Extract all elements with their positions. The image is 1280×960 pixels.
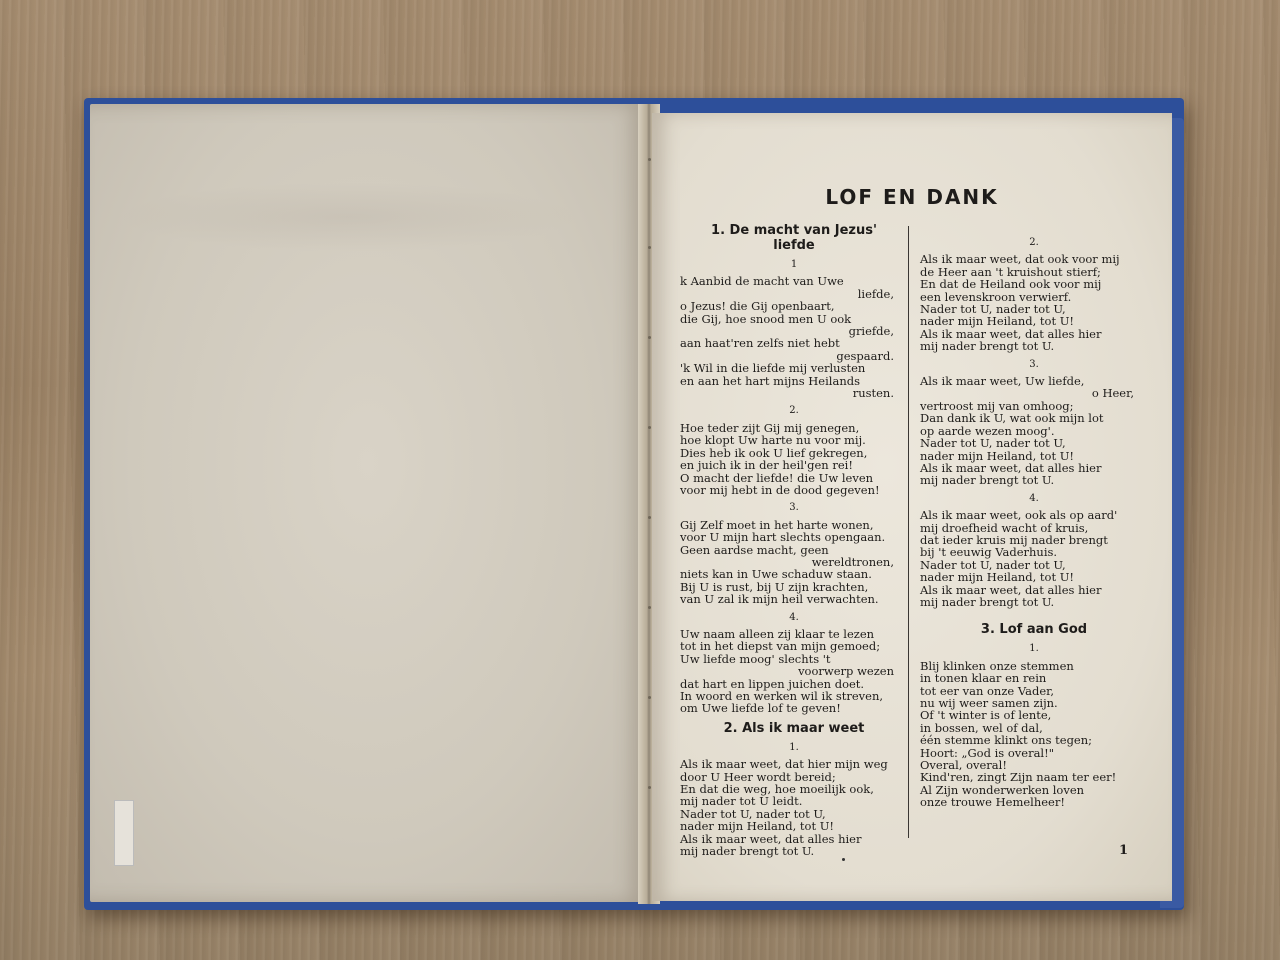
verse-line: nu wij weer samen zijn. — [920, 696, 1058, 710]
verse-line: dat ieder kruis mij nader brengt — [920, 532, 1108, 547]
verse-line: de Heer aan 't kruishout stierf; — [920, 264, 1101, 279]
verse-number: 2. — [1029, 237, 1039, 248]
verse-line: op aarde wezen moog'. — [920, 423, 1055, 438]
verse-line: Nader tot U, nader tot U, — [680, 806, 826, 821]
verse-line: nader mijn Heiland, tot U! — [680, 819, 835, 834]
verse-line: o Heer, — [1091, 386, 1134, 401]
verse-line: van U zal ik mijn heil verwachten. — [680, 592, 879, 607]
verse-line: o Jezus! die Gij openbaart, — [680, 299, 835, 314]
verse-line: mij nader brengt tot U. — [920, 594, 1055, 609]
verse-line: en juich ik in der heil'gen rei! — [680, 458, 853, 473]
verse-line: Hoort: „God is overal!" — [920, 745, 1055, 760]
verse-line: hoe klopt Uw harte nu voor mij. — [680, 433, 866, 448]
page-number: 1 — [1118, 843, 1128, 858]
hymn-2-title: 2. Als ik maar weet — [723, 720, 865, 736]
verse-line: k Aanbid de macht van Uwe — [680, 274, 844, 289]
binding-stitch — [648, 336, 651, 339]
verse-line: Als ik maar weet, dat alles hier — [920, 326, 1102, 341]
hymn-2-verses-rest — [920, 237, 1148, 608]
verse-number: 4. — [1029, 492, 1039, 504]
page-content — [652, 113, 1172, 901]
verse-line: mij nader brengt tot U. — [680, 844, 815, 859]
hymn-3-verses — [920, 643, 1148, 808]
verse-line: bij 't eeuwig Vaderhuis. — [920, 545, 1058, 560]
verse-number: 3. — [789, 502, 799, 514]
verse-line: rusten. — [852, 386, 894, 401]
verse-line: dat hart en lippen juichen doet. — [680, 676, 865, 691]
binding-stitch — [648, 246, 651, 249]
verse-line: Uw liefde moog' slechts 't — [680, 651, 831, 666]
binding-stitch — [648, 696, 651, 699]
verse-line: En dat de Heiland ook voor mij — [920, 277, 1102, 292]
verse-line: nader mijn Heiland, tot U! — [920, 448, 1075, 463]
hymn-2-verses-first — [680, 742, 908, 858]
hymn-1-title-line1: 1. De macht van Jezus' — [711, 223, 877, 238]
binding-stitch — [648, 158, 651, 161]
verse-line: Blij klinken onze stemmen — [920, 658, 1074, 673]
column-divider — [908, 226, 909, 838]
verse-line: vertroost mij van omhoog; — [920, 398, 1074, 413]
verse-line: door U Heer wordt bereid; — [680, 769, 836, 784]
verse-number: 3. — [1029, 358, 1039, 370]
verse-line: wereldtronen, — [811, 554, 894, 569]
verse-line: Nader tot U, nader tot U, — [920, 302, 1066, 317]
verse-line: Als ik maar weet, Uw liefde, — [920, 374, 1085, 389]
verse-line: mij nader brengt tot U. — [920, 473, 1055, 488]
verse-line: Uw naam alleen zij klaar te lezen — [680, 626, 875, 641]
verse-number: 1. — [1029, 643, 1039, 655]
verse-line: Als ik maar weet, dat alles hier — [680, 831, 862, 846]
verse-line: 'k Wil in die liefde mij verlusten — [680, 361, 866, 376]
verse-line: tot in het diepst van mijn gemoed; — [680, 639, 881, 654]
library-label — [114, 800, 134, 866]
verse-line: voor U mijn hart slechts opengaan. — [680, 530, 886, 545]
verse-line: om Uwe liefde lof te geven! — [680, 701, 841, 716]
verse-line: onze trouwe Hemelheer! — [920, 795, 1065, 810]
binding-stitch — [648, 606, 651, 609]
verse-line: voorwerp wezen — [798, 664, 894, 679]
verse-line: Of 't winter is of lente, — [920, 708, 1052, 723]
verse-line: Dies heb ik ook U lief gekregen, — [680, 445, 868, 460]
verse-line: tot eer van onze Vader, — [920, 683, 1055, 698]
verse-line: Overal, overal! — [920, 758, 1007, 773]
binding-stitch — [648, 786, 651, 789]
verse-line: Als ik maar weet, dat ook voor mij — [920, 252, 1120, 267]
left-blank-page — [90, 104, 646, 902]
verse-line: Als ik maar weet, dat alles hier — [920, 460, 1102, 475]
verse-line: aan haat'ren zelfs niet hebt — [680, 336, 840, 351]
section-title: LOF EN DANK — [825, 185, 999, 209]
page-stain — [118, 182, 578, 252]
hymn-1-verses — [680, 259, 908, 715]
verse-number: 4. — [789, 611, 799, 623]
verse-line: die Gij, hoe snood men U ook — [680, 311, 852, 326]
hymn-3-title: 3. Lof aan God — [980, 622, 1088, 638]
verse-line: Dan dank ik U, wat ook mijn lot — [920, 411, 1104, 426]
print-mark — [842, 858, 845, 861]
right-column — [920, 231, 1148, 809]
verse-line: Nader tot U, nader tot U, — [920, 557, 1066, 572]
verse-line: Geen aardse macht, geen — [680, 542, 829, 557]
verse-line: Al Zijn wonderwerken loven — [920, 782, 1085, 797]
verse-line: Gij Zelf moet in het harte wonen, — [680, 517, 874, 532]
verse-line: een levenskroon verwierf. — [920, 289, 1072, 304]
verse-line: mij nader brengt tot U. — [920, 339, 1055, 354]
verse-line: nader mijn Heiland, tot U! — [920, 570, 1075, 585]
verse-line: voor mij hebt in de dood gegeven! — [680, 482, 880, 497]
verse-line: Kind'ren, zingt Zijn naam ter eer! — [920, 770, 1117, 785]
verse-line: liefde, — [857, 286, 894, 301]
verse-line: mij nader tot U leidt. — [680, 794, 803, 809]
verse-line: Als ik maar weet, dat alles hier — [920, 582, 1102, 597]
verse-line: mij droefheid wacht of kruis, — [920, 520, 1089, 535]
verse-line: in tonen klaar en rein — [920, 671, 1047, 686]
verse-line: één stemme klinkt ons tegen; — [920, 733, 1093, 748]
hymn-1-title — [680, 223, 908, 253]
verse-line: in bossen, wel of dal, — [920, 720, 1043, 735]
verse-line: Bij U is rust, bij U zijn krachten, — [680, 579, 869, 594]
verse-line: gespaard. — [836, 348, 894, 363]
verse-line: Als ik maar weet, ook als op aard' — [920, 508, 1118, 523]
verse-line: Als ik maar weet, dat hier mijn weg — [680, 757, 888, 772]
verse-line: griefde, — [848, 324, 894, 339]
verse-line: In woord en werken wil ik streven, — [680, 689, 884, 703]
verse-line: En dat die weg, hoe moeilijk ook, — [680, 782, 874, 797]
right-printed-page — [652, 113, 1172, 901]
verse-number: 1 — [790, 259, 798, 270]
verse-line: Nader tot U, nader tot U, — [920, 436, 1066, 451]
left-column — [680, 223, 908, 857]
hymn-1-title-line2: liefde — [773, 238, 815, 253]
verse-line: Hoe teder zijt Gij mij genegen, — [680, 420, 860, 435]
verse-number: 2. — [789, 405, 799, 417]
binding-stitch — [648, 426, 651, 429]
verse-line: en aan het hart mijns Heilands — [680, 373, 860, 388]
verse-line: niets kan in Uwe schaduw staan. — [680, 567, 872, 582]
binding-stitch — [648, 516, 651, 519]
verse-line: O macht der liefde! die Uw leven — [680, 470, 874, 485]
verse-number: 1. — [789, 741, 799, 753]
verse-line: nader mijn Heiland, tot U! — [920, 314, 1075, 329]
